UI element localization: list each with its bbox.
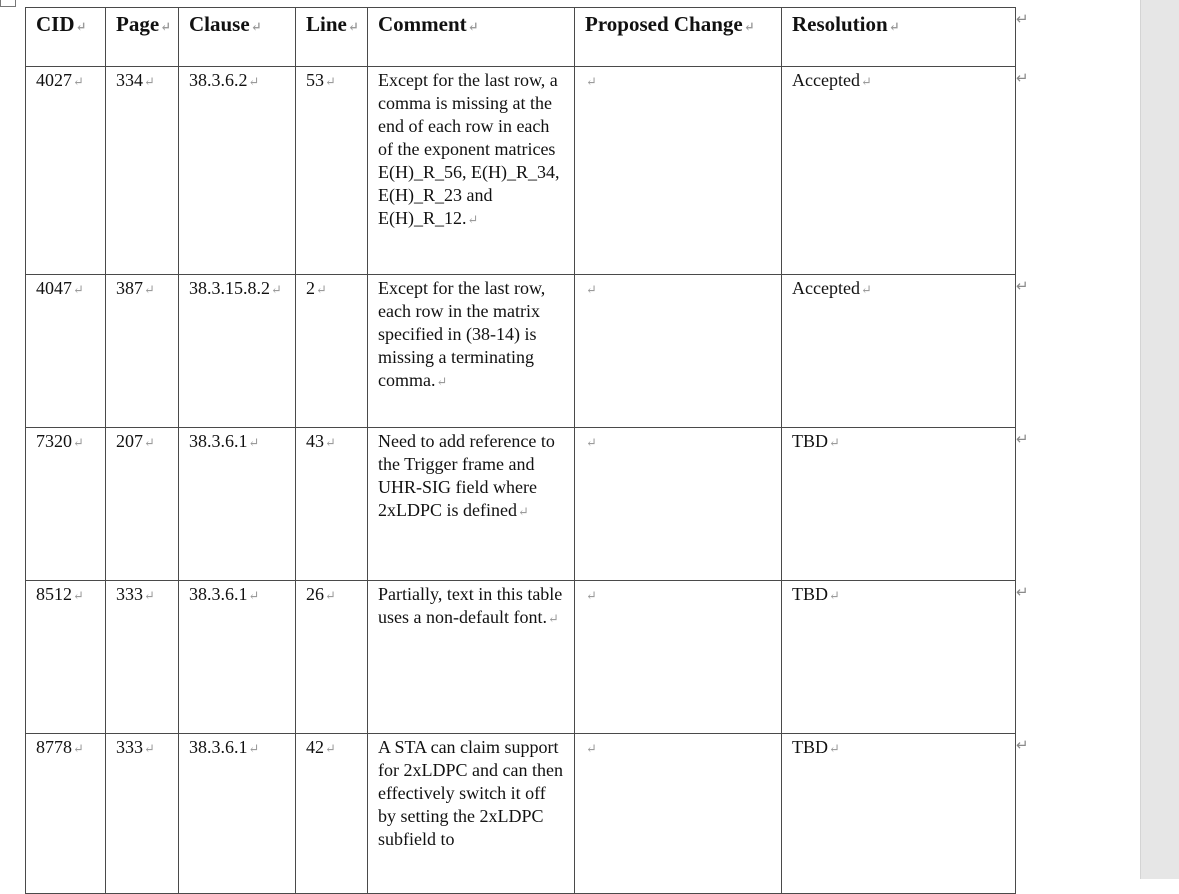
table-row[interactable] xyxy=(26,581,1016,734)
row-end-mark: ↵ xyxy=(1016,430,1029,448)
comment-cell[interactable]: Need to add reference to the Trigger frame and UHR-SIG field where 2xLDPC is defined↵ xyxy=(368,428,575,581)
header-row xyxy=(26,8,1016,67)
line-cell[interactable]: 43↵ xyxy=(296,428,368,581)
header-clause: Clause↵ xyxy=(179,8,296,67)
line-cell[interactable]: 26↵ xyxy=(296,581,368,734)
row-end-mark: ↵ xyxy=(1016,736,1029,754)
page-gutter xyxy=(1140,0,1179,879)
proposed-change-cell[interactable]: ↵ xyxy=(575,67,782,275)
header-line: Line↵ xyxy=(296,8,368,67)
proposed-change-cell[interactable]: ↵ xyxy=(575,275,782,428)
header-cid: CID↵ xyxy=(26,8,106,67)
table-row[interactable] xyxy=(26,734,1016,894)
row-end-mark: ↵ xyxy=(1016,10,1029,28)
table-row[interactable] xyxy=(26,275,1016,428)
table-row[interactable] xyxy=(26,67,1016,275)
header-comment: Comment↵ xyxy=(368,8,575,67)
clause-cell[interactable]: 38.3.6.1↵ xyxy=(179,581,296,734)
header-proposed-change: Proposed Change↵ xyxy=(575,8,782,67)
proposed-change-cell[interactable]: ↵ xyxy=(575,581,782,734)
line-cell[interactable]: 53↵ xyxy=(296,67,368,275)
header-resolution: Resolution↵ xyxy=(782,8,1016,67)
clause-cell[interactable]: 38.3.15.8.2↵ xyxy=(179,275,296,428)
resolution-cell[interactable]: Accepted↵ xyxy=(782,67,1016,275)
resolution-cell[interactable]: TBD↵ xyxy=(782,581,1016,734)
row-end-mark: ↵ xyxy=(1016,583,1029,601)
comment-cell[interactable]: Partially, text in this table uses a non-default font.↵ xyxy=(368,581,575,734)
clause-cell[interactable]: 38.3.6.1↵ xyxy=(179,734,296,894)
table-row[interactable] xyxy=(26,428,1016,581)
cid-cell[interactable]: 4047↵ xyxy=(26,275,106,428)
row-end-mark: ↵ xyxy=(1016,277,1029,295)
comment-cell[interactable]: A STA can claim support for 2xLDPC and can then effectively switch it off by setting the 2xLDPC subfield to xyxy=(368,734,575,894)
header-page: Page↵ xyxy=(106,8,179,67)
page-cell[interactable]: 333↵ xyxy=(106,734,179,894)
page-cell[interactable]: 207↵ xyxy=(106,428,179,581)
table-move-handle[interactable] xyxy=(0,0,16,7)
cid-cell[interactable]: 8512↵ xyxy=(26,581,106,734)
comment-cell[interactable]: Except for the last row, a comma is missing at the end of each row in each of the exponent matrices E(H)_R_56, E(H)_R_34, E(H)_R_23 and E(H)_R_12.↵ xyxy=(368,67,575,275)
cid-cell[interactable]: 8778↵ xyxy=(26,734,106,894)
clause-cell[interactable]: 38.3.6.1↵ xyxy=(179,428,296,581)
row-end-mark: ↵ xyxy=(1016,69,1029,87)
proposed-change-cell[interactable]: ↵ xyxy=(575,428,782,581)
comment-cell[interactable]: Except for the last row, each row in the matrix specified in (38-14) is missing a terminating comma.↵ xyxy=(368,275,575,428)
comment-resolution-table xyxy=(25,7,1016,894)
page-cell[interactable]: 334↵ xyxy=(106,67,179,275)
proposed-change-cell[interactable]: ↵ xyxy=(575,734,782,894)
page-cell[interactable]: 333↵ xyxy=(106,581,179,734)
resolution-cell[interactable]: TBD↵ xyxy=(782,428,1016,581)
clause-cell[interactable]: 38.3.6.2↵ xyxy=(179,67,296,275)
line-cell[interactable]: 42↵ xyxy=(296,734,368,894)
page-cell[interactable]: 387↵ xyxy=(106,275,179,428)
cid-cell[interactable]: 7320↵ xyxy=(26,428,106,581)
cid-cell[interactable]: 4027↵ xyxy=(26,67,106,275)
resolution-cell[interactable]: Accepted↵ xyxy=(782,275,1016,428)
resolution-cell[interactable]: TBD↵ xyxy=(782,734,1016,894)
line-cell[interactable]: 2↵ xyxy=(296,275,368,428)
